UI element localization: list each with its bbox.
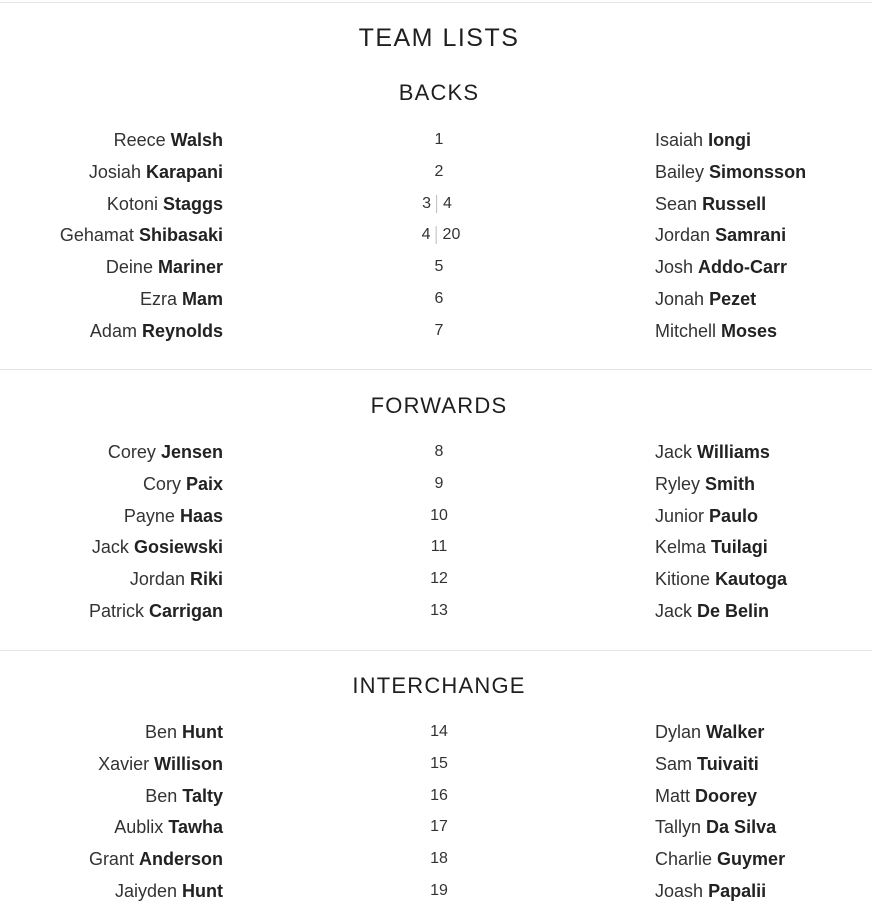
jersey-number: 12 [430,570,448,588]
home-last-name: Jensen [160,442,223,462]
away-player[interactable] [655,193,766,215]
table-row [0,224,872,256]
away-last-name: Williams [697,442,770,462]
home-player[interactable] [89,848,223,870]
away-first-name: Bailey [655,161,705,182]
jersey-number: 5 [434,258,444,276]
away-player[interactable] [655,224,786,246]
jersey-number: 2 [434,162,444,180]
away-last-name: Addo-Carr [698,257,788,278]
away-first-name: Tallyn [655,817,702,838]
away-first-name: Kelma [655,537,707,558]
jersey-number: 8 [434,443,444,460]
home-first-name: Adam [89,320,137,341]
jersey-number: 13 [430,601,448,619]
home-last-name: Tawha [168,817,223,838]
away-last-name: Iongi [708,130,752,150]
jersey-number: 15 [430,754,448,772]
table-row [0,536,872,568]
home-first-name: Aublix [114,817,164,838]
jersey-number: 14 [430,723,448,740]
home-player[interactable] [114,816,223,838]
home-player[interactable] [92,536,223,558]
home-player[interactable] [90,320,223,342]
jersey-number: 1 [434,131,444,148]
home-last-name: Mam [181,288,223,309]
home-first-name: Patrick [88,600,144,621]
home-last-name: Hunt [182,880,223,901]
page-title: TEAM LISTS [358,24,520,52]
home-player[interactable] [145,785,223,807]
away-first-name: Jack [655,600,693,621]
jersey-number: 17 [430,818,448,836]
away-last-name: Russell [702,193,767,214]
away-last-name: Kautoga [715,569,788,590]
home-player[interactable] [60,224,223,246]
away-player[interactable] [655,473,755,495]
home-player[interactable] [107,193,223,215]
table-row [0,505,872,537]
away-last-name: Samrani [715,225,787,246]
away-player[interactable] [655,536,768,558]
away-first-name: Dylan [655,722,702,742]
away-player[interactable] [655,816,776,838]
away-last-name: Paulo [709,505,759,526]
away-first-name: Junior [655,505,705,526]
jersey-number: 7 [434,321,444,339]
home-first-name: Xavier [98,753,150,774]
home-player[interactable] [114,129,223,151]
home-player[interactable] [145,721,223,743]
table-row [0,129,872,161]
home-last-name: Riki [189,569,223,590]
section-title-forwards: FORWARDS [370,393,508,418]
away-first-name: Charlie [655,849,713,870]
table-row [0,785,872,817]
jersey-number-split [422,193,452,215]
jersey-number: 11 [430,538,448,556]
home-player[interactable] [106,256,223,278]
home-last-name: Carrigan [148,600,223,621]
away-player[interactable] [655,568,787,590]
jersey-number: 10 [430,506,448,524]
table-row [0,161,872,193]
away-jersey-number: 4 [443,194,452,212]
home-last-name: Gosiewski [133,537,223,558]
away-player[interactable] [655,848,785,870]
table-row [0,600,872,632]
home-last-name: Haas [179,505,223,526]
away-player[interactable] [655,785,757,807]
home-last-name: Willison [154,753,223,774]
home-first-name: Jaiyden [114,880,177,901]
away-last-name: Tuilagi [711,537,768,558]
away-player[interactable] [655,880,766,902]
home-last-name: Walsh [170,130,223,150]
home-last-name: Talty [182,785,223,806]
section-title-backs: BACKS [398,80,480,105]
jersey-number: 19 [430,881,448,899]
jersey-number: 16 [430,786,448,804]
jersey-number: 18 [430,850,448,868]
section-title-interchange: INTERCHANGE [352,673,526,698]
section-divider [0,650,872,651]
home-player[interactable] [89,161,223,183]
away-player[interactable] [655,600,769,622]
jersey-number-split [422,224,461,246]
table-row [0,880,872,904]
home-player[interactable] [124,505,223,527]
away-last-name: De Belin [697,600,770,621]
home-last-name: Staggs [162,193,223,214]
table-row [0,848,872,880]
home-first-name: Jack [91,537,129,558]
table-row [0,816,872,848]
away-last-name: Simonsson [709,161,807,182]
table-row [0,473,872,505]
away-first-name: Ryley [655,473,701,494]
away-last-name: Moses [721,320,778,341]
table-row [0,568,872,600]
home-first-name: Reece [113,130,166,150]
away-last-name: Tuivaiti [697,753,759,774]
home-first-name: Payne [123,505,175,526]
home-first-name: Jordan [129,569,185,590]
home-first-name: Ben [145,785,178,806]
home-first-name: Grant [88,849,134,870]
home-last-name: Shibasaki [138,225,223,246]
jersey-number: 6 [434,289,444,307]
home-first-name: Kotoni [106,193,158,214]
away-first-name: Matt [655,785,691,806]
interchange-list [0,721,872,904]
away-last-name: Da Silva [706,817,777,838]
away-last-name: Guymer [717,849,786,870]
away-player[interactable] [655,441,770,463]
home-last-name: Mariner [157,257,223,278]
away-first-name: Jack [655,442,693,462]
table-row [0,288,872,320]
home-player[interactable] [98,753,223,775]
away-last-name: Walker [706,722,765,742]
away-first-name: Isaiah [655,130,704,150]
away-first-name: Joash [655,880,704,901]
away-first-name: Jonah [655,288,705,309]
home-player[interactable] [89,600,223,622]
home-jersey-number: 3 [422,194,431,212]
table-row [0,320,872,352]
home-first-name: Corey [107,442,156,462]
home-first-name: Deine [105,257,153,278]
section-divider [0,369,872,370]
forwards-list [0,441,872,632]
away-first-name: Josh [655,257,694,278]
home-first-name: Ben [144,722,177,742]
away-player[interactable] [655,320,777,342]
home-player[interactable] [143,473,223,495]
table-row [0,753,872,785]
home-first-name: Josiah [88,161,141,182]
away-player[interactable] [655,161,806,183]
table-row [0,441,872,473]
backs-list [0,129,872,352]
away-first-name: Sean [655,193,698,214]
table-row [0,256,872,288]
home-player[interactable] [115,880,223,902]
away-last-name: Smith [705,473,756,494]
table-row [0,193,872,225]
home-last-name: Karapani [145,161,223,182]
home-last-name: Anderson [138,849,223,870]
home-player[interactable] [140,288,223,310]
top-divider [0,2,872,3]
away-first-name: Sam [655,753,693,774]
home-last-name: Hunt [182,722,223,742]
home-player[interactable] [108,441,223,463]
table-row [0,721,872,753]
away-last-name: Pezet [709,288,757,309]
away-last-name: Doorey [695,785,758,806]
away-player[interactable] [655,256,787,278]
home-first-name: Gehamat [59,225,134,246]
home-first-name: Cory [142,473,181,494]
away-first-name: Mitchell [655,320,717,341]
away-first-name: Jordan [655,225,711,246]
away-player[interactable] [655,129,751,151]
home-player[interactable] [130,568,223,590]
home-first-name: Ezra [139,288,177,309]
home-last-name: Paix [185,473,223,494]
away-player[interactable] [655,288,756,310]
away-last-name: Papalii [708,880,767,901]
home-last-name: Reynolds [141,320,223,341]
jersey-number: 9 [434,474,444,492]
away-player[interactable] [655,505,758,527]
home-jersey-number: 4 [421,226,431,244]
away-player[interactable] [655,721,764,743]
away-jersey-number: 20 [442,226,461,244]
away-player[interactable] [655,753,759,775]
away-first-name: Kitione [655,569,711,590]
